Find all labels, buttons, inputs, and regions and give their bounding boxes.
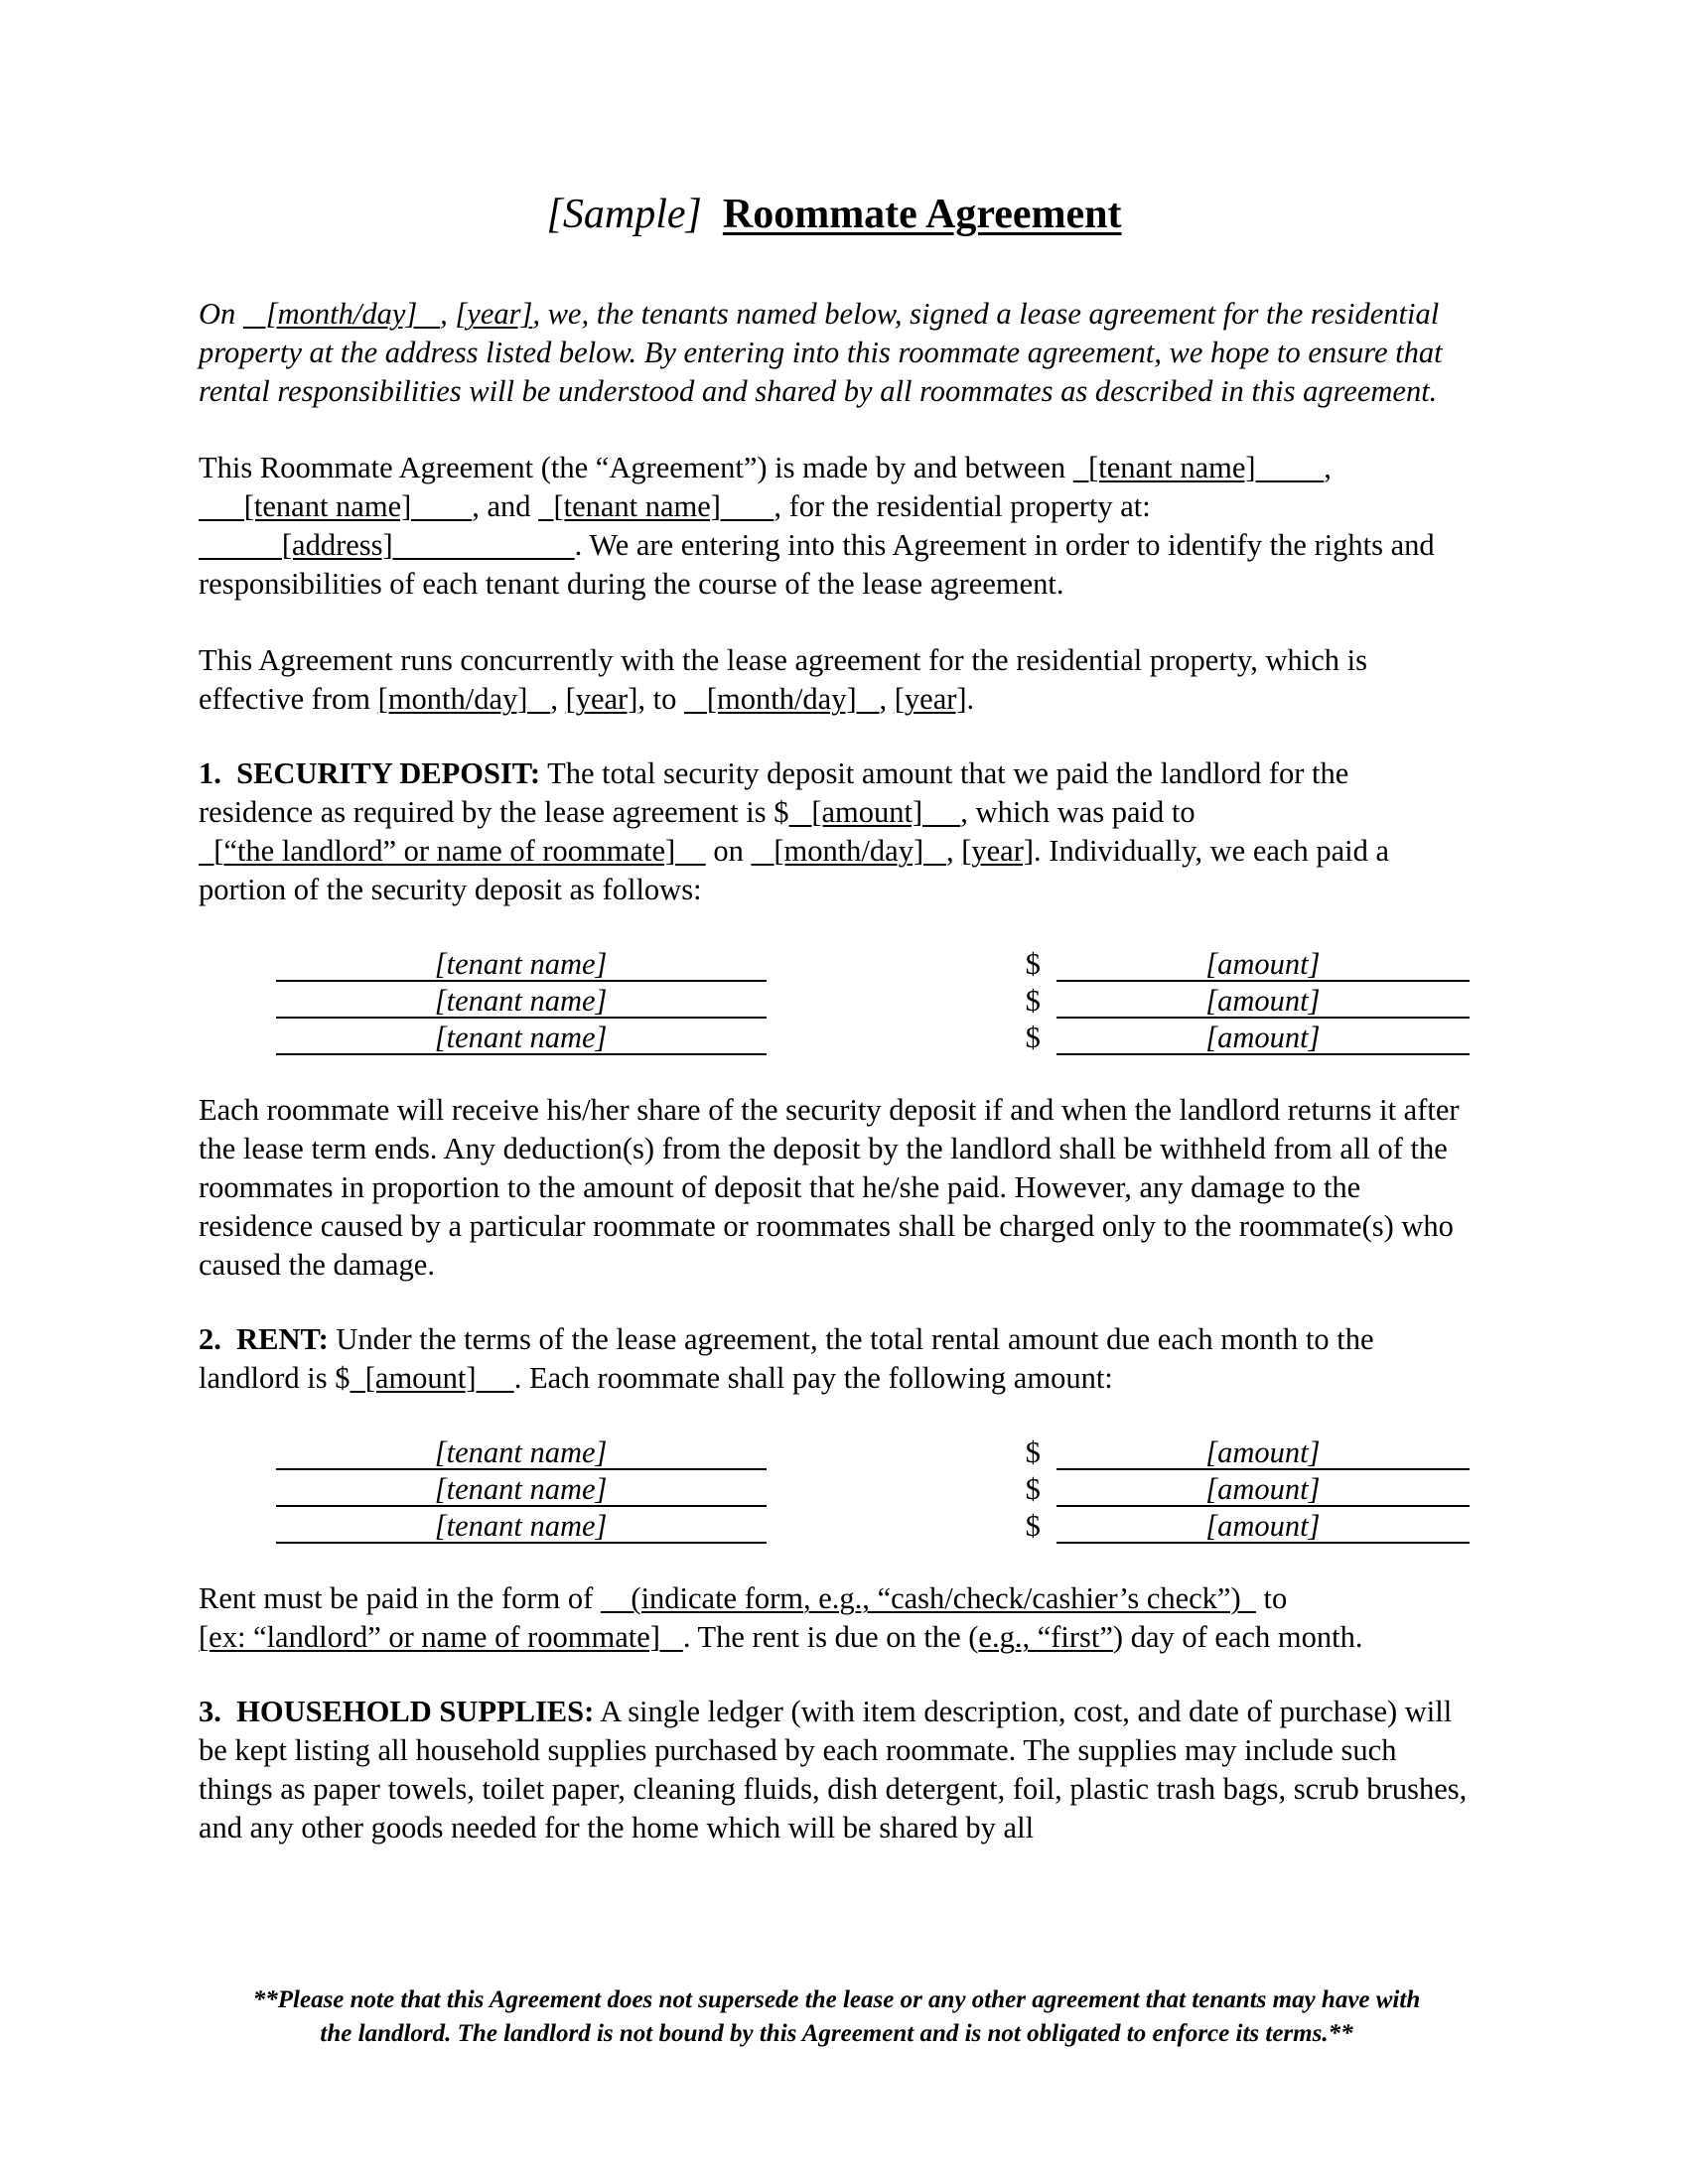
rent-form-text-4: ) day of each month. [1112,1620,1363,1655]
page-title [199,0,1470,238]
deposit-dollar-1 [1026,945,1056,982]
spacer [199,238,1470,295]
spacer [199,1285,1470,1320]
title-main-label: Roommate Agreement [722,192,1122,237]
blank-due-day[interactable]: “first” [1037,1620,1113,1655]
intro-lead: On [199,297,243,332]
parties-text-1: This Roommate Agreement (the “Agreement”) is made by and between [199,451,1073,485]
blank-address[interactable]: [address] [199,528,575,563]
rent-dollar-2 [1026,1470,1056,1507]
table-row [199,1433,1470,1470]
footer-note-line-2: the landlord. The landlord is not bound by this Agreement and is not obligated to enforce its terms.** [320,2020,1353,2047]
term-text-4: , [879,682,895,717]
title-sample-label: [Sample] [546,192,702,237]
rent-amount-cell-1[interactable] [1056,1433,1470,1470]
row-indent [199,1433,276,1470]
blank-deposit-monthday[interactable]: [month/day] [751,834,946,869]
blank-rent-tenant-3[interactable]: [tenant name] [276,1510,767,1544]
dollar-sign-icon: $ [1025,1435,1041,1470]
dollar-sign-icon: $ [1025,984,1041,1019]
blank-tenant-name-1-tail[interactable] [1256,451,1325,484]
blank-deposit-amount-1[interactable]: [amount] [1056,948,1470,982]
dollar-sign-icon: $ [1025,1472,1041,1507]
row-spacer [767,982,1026,1019]
parties-paragraph [199,449,1470,604]
parties-text-4: , for the residential property at: [774,489,1151,524]
blank-term-year-end[interactable]: [year] [894,682,967,717]
deposit-dollar-3 [1026,1019,1056,1055]
spacer [199,1398,1470,1433]
section-2-text-2: . Each roommate shall pay the following amount: [513,1361,1113,1396]
security-deposit-body: Each roommate will receive his/her share of the security deposit if and when the landlord returns it after the lease term ends. Any deduction(s) from the deposit by the landlord shall be withheld from all of the roommates in proportion to the amount of deposit that he/she paid. However, any damage to the residence caused by a particular roommate or roommates shall be charged only to the roommate(s) who caused the damage. [199,1093,1460,1283]
deposit-amount-cell-2[interactable] [1056,982,1470,1019]
blank-deposit-year[interactable]: [year] [961,834,1035,869]
row-indent [199,945,276,982]
footer-note-line-1: **Please note that this Agreement does not supersede the lease or any other agreement that tenants may have with [252,1986,1421,2013]
blank-due-day-eg[interactable]: e.g., [978,1620,1038,1655]
blank-paid-to-bracket[interactable]: [ [199,834,224,869]
section-1-title: SECURITY DEPOSIT: [236,756,541,791]
table-row [199,1019,1470,1055]
section-1-text-3: on [705,834,752,869]
row-spacer [767,945,1026,982]
blank-deposit-amount[interactable]: [amount] [788,795,961,830]
section-2-number: 2. [199,1322,221,1357]
blank-deposit-tenant-2[interactable]: [tenant name] [276,985,767,1019]
deposit-split-table [199,945,1470,1055]
rent-tenant-cell-1[interactable] [276,1433,767,1470]
blank-payment-form-a[interactable]: (indicate form [600,1581,804,1616]
rent-split-table [199,1433,1470,1544]
section-3-number: 3. [199,1695,221,1729]
blank-paid-to[interactable]: “the landlord” or name of roommate] [223,834,706,869]
blank-payment-form-eg[interactable]: , e.g., [803,1581,878,1616]
footer-note [199,1983,1475,2051]
blank-term-monthday-end[interactable]: [month/day] [683,682,880,717]
blank-tenant-name-1[interactable]: [tenant name] [1072,451,1256,485]
section-1-text-1: The total security deposit amount that we paid the landlord for the residence as required by the lease agreement is $ [199,756,1349,830]
deposit-amount-cell-3[interactable] [1056,1019,1470,1055]
spacer [199,411,1470,449]
intro-rest: , we, the tenants named below, signed a lease agreement for the residential property at the address listed below. By entering into this roommate agreement, we hope to ensure that rental responsibilities will be understood and shared by all roommates as described in this agreement. [199,297,1443,409]
blank-rent-amount-3[interactable]: [amount] [1056,1510,1470,1544]
spacer [199,719,1470,754]
section-1-text-4: , [945,834,962,869]
blank-tenant-name-3[interactable]: [tenant name] [538,489,774,524]
deposit-tenant-cell-3[interactable] [276,1019,767,1055]
blank-deposit-tenant-3[interactable]: [tenant name] [276,1022,767,1055]
blank-rent-amount-2[interactable]: [amount] [1056,1473,1470,1507]
rent-form-text-3: . The rent is due on the ( [682,1620,979,1655]
deposit-tenant-cell-1[interactable] [276,945,767,982]
row-indent [199,1019,276,1055]
row-indent [199,982,276,1019]
deposit-tenant-cell-2[interactable] [276,982,767,1019]
deposit-dollar-2 [1026,982,1056,1019]
rent-amount-cell-3[interactable] [1056,1507,1470,1544]
rent-amount-cell-2[interactable] [1056,1470,1470,1507]
rent-payment-form-paragraph [199,1579,1470,1657]
term-text-1: This Agreement runs concurrently with the lease agreement for the residential property, which is effective from [199,643,1367,717]
parties-text-3: , and [472,489,539,524]
blank-deposit-amount-3[interactable]: [amount] [1056,1022,1470,1055]
term-text-2: , [550,682,566,717]
spacer [199,604,1470,641]
section-3-text-1: A single ledger (with item description, cost, and date of purchase) will be kept listing all household supplies purchased by each roommate. The supplies may include such things as paper towels, toilet paper, cleaning fluids, dish detergent, foil, plastic trash bags, scrub brushes, and any other goods needed for the home which will be shared by all [199,1695,1468,1845]
dollar-sign-icon: $ [1025,947,1041,982]
section-household-supplies [199,1693,1470,1847]
blank-deposit-amount-2[interactable]: [amount] [1056,985,1470,1019]
row-spacer [767,1470,1026,1507]
spacer [199,1657,1470,1693]
blank-rent-amount-1[interactable]: [amount] [1056,1436,1470,1470]
parties-text-2: , [1324,451,1332,485]
rent-tenant-cell-2[interactable] [276,1470,767,1507]
rent-dollar-1 [1026,1433,1056,1470]
table-row [199,982,1470,1019]
spacer [199,909,1470,945]
rent-form-text-2: to [1255,1581,1288,1616]
blank-tenant-name-2[interactable]: [tenant name] [199,489,473,524]
term-text-3: , to [637,682,684,717]
parties-text-5: . We are entering into this Agreement in order to identify the rights and responsibilities of each tenant during the course of the lease agreement. [199,528,1435,602]
blank-rent-tenant-1[interactable]: [tenant name] [276,1436,767,1470]
table-row [199,945,1470,982]
section-1-number: 1. [199,756,221,791]
rent-dollar-3 [1026,1507,1056,1544]
section-1-text-2: , which was paid to [960,795,1196,830]
section-2-text-1: Under the terms of the lease agreement, the total rental amount due each month to the landlord is $ [199,1322,1374,1396]
spacer [199,1544,1470,1579]
section-1-text-5: . Individually, we each paid a portion of the security deposit as follows: [199,834,1389,907]
dollar-sign-icon: $ [1025,1021,1041,1055]
section-rent [199,1320,1470,1398]
blank-payee[interactable]: “landlord” or name of roommate] [253,1620,683,1655]
table-row [199,1507,1470,1544]
section-3-title: HOUSEHOLD SUPPLIES: [236,1695,595,1729]
rent-tenant-cell-3[interactable] [276,1507,767,1544]
intro-paragraph [199,295,1470,411]
blank-intro-monthday[interactable]: [month/day] [242,297,441,332]
term-text-5: . [966,682,975,717]
blank-term-year-start[interactable]: [year] [565,682,638,717]
blank-term-monthday-start[interactable]: [month/day] [377,682,551,717]
deposit-amount-cell-1[interactable] [1056,945,1470,982]
blank-rent-tenant-2[interactable]: [tenant name] [276,1473,767,1507]
blank-deposit-tenant-1[interactable]: [tenant name] [276,948,767,982]
rent-form-text-1: Rent must be paid in the form of [199,1581,601,1616]
blank-payee-bracket[interactable]: [ex: [199,1620,254,1655]
intro-comma: , [440,297,456,332]
row-indent [199,1507,276,1544]
section-2-title: RENT: [236,1322,329,1357]
document-content [199,0,1470,1847]
table-row [199,1470,1470,1507]
row-spacer [767,1019,1026,1055]
section-security-deposit [199,754,1470,909]
blank-rent-total-amount[interactable]: [amount] [350,1361,514,1396]
dollar-sign-icon: $ [1025,1509,1041,1544]
row-indent [199,1470,276,1507]
row-spacer [767,1433,1026,1470]
row-spacer [767,1507,1026,1544]
blank-intro-year[interactable]: [year] [455,297,533,332]
blank-payment-form-c[interactable]: “cash/check/cashier’s check”) [877,1581,1256,1616]
spacer [199,1055,1470,1091]
term-paragraph [199,641,1470,719]
